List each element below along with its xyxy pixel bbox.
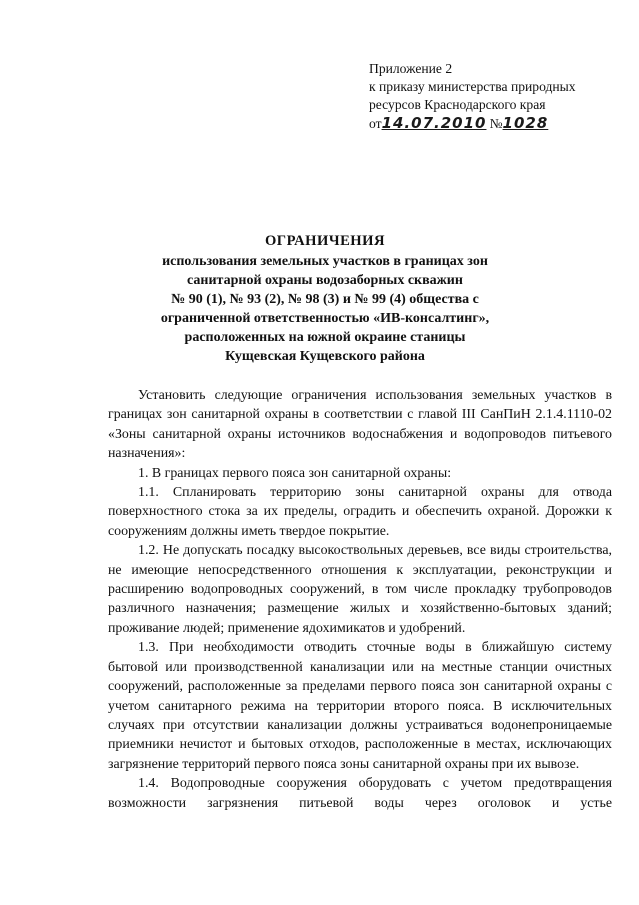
annex-from-label: от [369,116,382,131]
annex-line-2: к приказу министерства природных [369,79,576,94]
annex-line-3: ресурсов Краснодарского края [369,97,546,112]
title-line: Кущевская Кущевского района [225,349,425,364]
title-line: санитарной охраны водозаборных скважин [187,273,463,288]
annex-line-1: Приложение 2 [369,61,453,76]
annex-header [369,60,619,133]
document-title [110,232,540,366]
paragraph-1-4: 1.4. Водопроводные сооружения оборудовать с учетом предотвращения возможности загрязнения питьевой воды через оголовок и устье [108,776,612,811]
title-line: ограниченной ответственностью «ИВ-консалтинг», [160,311,490,326]
paragraph-intro: Установить следующие ограничения использования земельных участков в границах зон санитарной охраны в соответствии с главой III СанПиН 2.1.4.1110-02 «Зоны санитарной охраны источников водоснабжения и водопроводов питьевого назначения»: [108,388,612,462]
title-line: расположенных на южной окраине станицы [184,330,466,345]
paragraph-1-3: 1.3. При необходимости отводить сточные воды в ближайшую систему бытовой или производственной канализации или на местные станции очистных сооружений, расположенные за пределами первого пояса зон санитарной охраны с учетом санитарного режима на территории второго пояса. В исключительных случаях при отсутствии канализации должны устраиваться водонепроницаемые приемники нечистот и бытовых отходов, расположенные в местах, исключающих загрязнение территорий первого пояса зоны санитарной охраны при их вывозе. [108,640,612,772]
paragraph-1-1: 1.1. Спланировать территорию зоны санитарной охраны для отвода поверхностного стока за их пределы, оградить и обеспечить охраной. Дорожки к сооружениям должны иметь твердое покрытие. [108,485,612,539]
title-main: ОГРАНИЧЕНИЯ [264,233,386,249]
annex-date-number-line [369,114,619,133]
annex-number-label: № [489,116,503,131]
handwritten-date: 14.07.2010 [381,114,487,132]
section-1-heading: 1. В границах первого пояса зон санитарной охраны: [138,465,452,481]
title-line: № 90 (1), № 93 (2), № 98 (3) и № 99 (4) общества с [171,292,479,307]
document-body [108,386,612,813]
title-line: использования земельных участков в границах зон [162,254,488,269]
handwritten-number: 1028 [502,114,549,132]
paragraph-1-2: 1.2. Не допускать посадку высокоствольных деревьев, все виды строительства, не имеющие непосредственного отношения к эксплуатации, реконструкции и расширению водопроводных сооружений, в том числе прокладку трубопроводов различного назначения; размещение жилых и хозяйственно-бытовых зданий; проживание людей; применение ядохимикатов и удобрений. [108,543,612,636]
